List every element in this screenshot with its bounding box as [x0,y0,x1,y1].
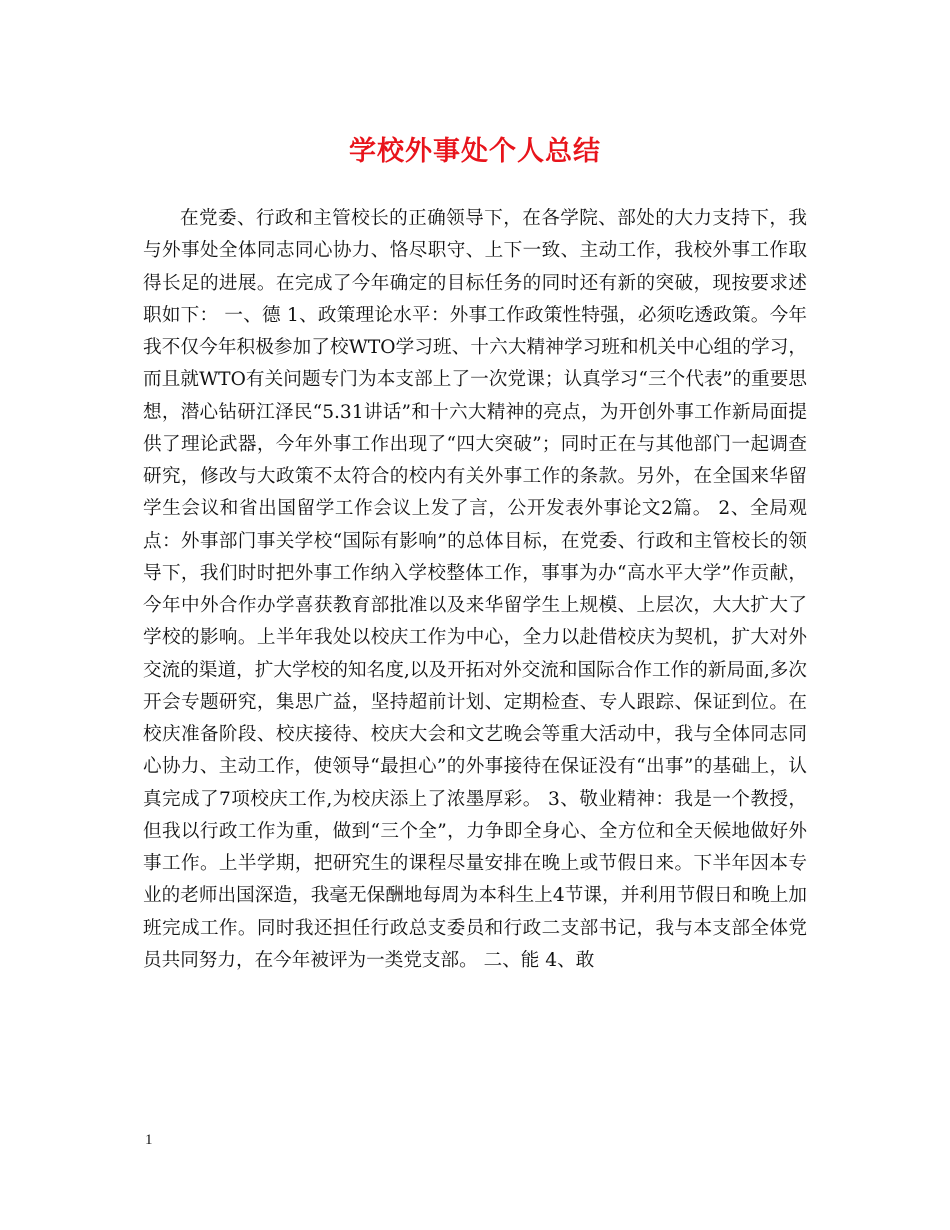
document-title: 学校外事处个人总结 [349,136,601,167]
page-number: 1 [145,1132,153,1148]
document-body: 在党委、行政和主管校长的正确领导下，在各学院、部处的大力支持下，我与外事处全体同志同心协力、恪尽职守、上下一致、主动工作，我校外事工作取得长足的进展。在完成了今年确定的目标任务的同时还有新的突破，现按要求述职如下： 一、德 1、政策理论水平：外事工作政策性特强，必须吃透政策。今年我不仅今年积极参加了校WTO学习班、十六大精神学习班和机关中心组的学习，而且就WTO有关问题专门为本支部上了一次党课；认真学习“三个代表”的重要思想，潜心钻研江泽民“5.31讲话”和十六大精神的亮点，为开创外事工作新局面提供了理论武器，今年外事工作出现了“四大突破”；同时正在与其他部门一起调查研究，修改与大政策不太符合的校内有关外事工作的条款。另外，在全国来华留学生会议和省出国留学工作会议上发了言，公开发表外事论文2篇。 2、全局观点：外事部门事关学校“国际有影响”的总体目标，在党委、行政和主管校长的领导下，我们时时把外事工作纳入学校整体工作，事事为办“高水平大学”作贡献，今年中外合作办学喜获教育部批准以及来华留学生上规模、上层次，大大扩大了学校的影响。上半年我处以校庆工作为中心，全力以赴借校庆为契机，扩大对外交流的渠道，扩大学校的知名度,以及开拓对外交流和国际合作工作的新局面,多次开会专题研究，集思广益，坚持超前计划、定期检查、专人跟踪、保证到位。在校庆准备阶段、校庆接待、校庆大会和文艺晚会等重大活动中，我与全体同志同心协力、主动工作，使领导“最担心”的外事接待在保证没有“出事”的基础上，认真完成了7项校庆工作,为校庆添上了浓墨厚彩。 3、敬业精神：我是一个教授，但我以行政工作为重，做到“三个全”，力争即全身心、全方位和全天候地做好外事工作。上半学期，把研究生的课程尽量安排在晚上或节假日来。下半年因本专业的老师出国深造，我毫无保酬地每周为本科生上4节课，并利用节假日和晚上加班完成工作。同时我还担任行政总支委员和行政二支部书记，我与本支部全体党员共同努力，在今年被评为一类党支部。 二、能 4、敢 [143,208,807,971]
